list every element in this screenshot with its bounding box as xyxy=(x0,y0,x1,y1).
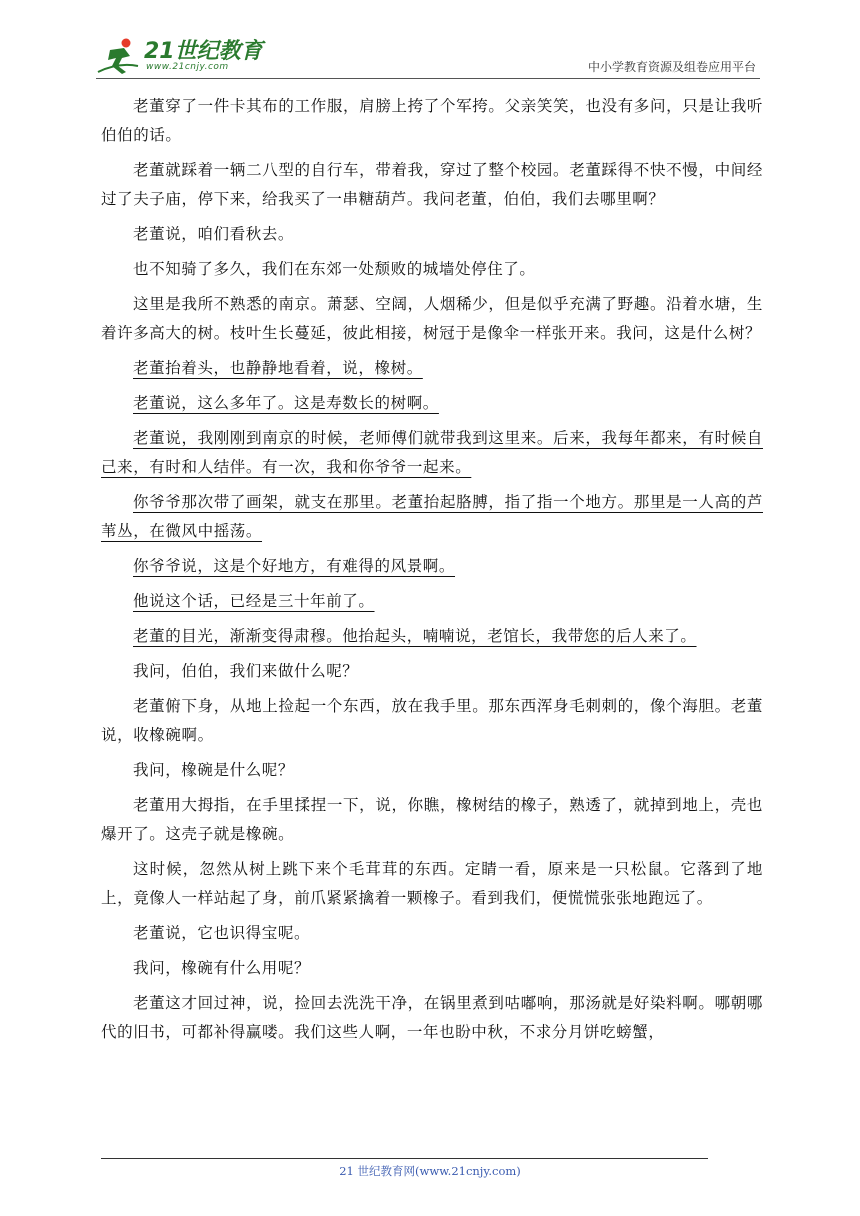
paragraph xyxy=(101,954,763,983)
logo-text: 21世纪教育 xyxy=(144,39,263,64)
paragraph-text: 这里是我所不熟悉的南京。萧瑟、空阔，人烟稀少，但是似乎充满了野趣。沿着水塘，生着许多高大的树。枝叶生长蔓延，彼此相接，树冠于是像伞一样张开来。我问，这是什么树？ xyxy=(101,295,763,342)
runner-logo-icon xyxy=(96,36,140,76)
paragraph-text: 他说这个话，已经是三十年前了。 xyxy=(133,592,375,610)
paragraph-text: 老董的目光，渐渐变得肃穆。他抬起头，喃喃说，老馆长，我带您的后人来了。 xyxy=(133,627,697,645)
paragraph-text: 老董说，咱们看秋去。 xyxy=(133,225,295,243)
paragraph xyxy=(101,290,763,348)
paragraph-text: 我问，橡碗有什么用呢？ xyxy=(133,959,311,977)
paragraph-text: 老董就踩着一辆二八型的自行车，带着我，穿过了整个校园。老董踩得不快不慢，中间经过了夫子庙，停下来，给我买了一串糖葫芦。我问老董，伯伯，我们去哪里啊？ xyxy=(101,161,763,208)
paragraph xyxy=(101,587,763,616)
paragraph-text: 老董说，这么多年了。这是寿数长的树啊。 xyxy=(133,394,439,412)
paragraph xyxy=(101,989,763,1047)
paragraph xyxy=(101,855,763,913)
paragraph xyxy=(101,657,763,686)
paragraph xyxy=(101,919,763,948)
page-header xyxy=(96,34,760,80)
logo-url: www.21cnjy.com xyxy=(146,62,229,72)
paragraph-text: 老董穿了一件卡其布的工作服，肩膀上挎了个军挎。父亲笑笑，也没有多问，只是让我听伯伯的话。 xyxy=(101,97,763,144)
paragraph-text: 老董说，它也识得宝呢。 xyxy=(133,924,311,942)
paragraph xyxy=(101,92,763,150)
paragraph-text: 你爷爷说，这是个好地方，有难得的风景啊。 xyxy=(133,557,456,575)
paragraph xyxy=(101,791,763,849)
paragraph xyxy=(101,622,763,651)
paragraph-text: 你爷爷那次带了画架，就支在那里。老董抬起胳膊，指了指一个地方。那里是一人高的芦苇丛，在微风中摇荡。 xyxy=(101,493,763,540)
footer-divider xyxy=(101,1158,708,1159)
paragraph xyxy=(101,389,763,418)
paragraph-text: 老董这才回过神，说，捡回去洗洗干净，在锅里煮到咕嘟响，那汤就是好染料啊。哪朝哪代的旧书，可都补得赢喽。我们这些人啊，一年也盼中秋，不求分月饼吃螃蟹， xyxy=(101,994,763,1041)
paragraph-text: 老董用大拇指，在手里揉捏一下，说，你瞧，橡树结的橡子，熟透了，就掉到地上，壳也爆开了。这壳子就是橡碗。 xyxy=(101,796,763,843)
paragraph xyxy=(101,424,763,482)
paragraph-text: 老董俯下身，从地上捡起一个东西，放在我手里。那东西浑身毛刺刺的，像个海胆。老董说，收橡碗啊。 xyxy=(101,697,763,744)
header-divider xyxy=(96,78,760,79)
paragraph-text: 老董说，我刚刚到南京的时候，老师傅们就带我到这里来。后来，我每年都来，有时候自己来，有时和人结伴。有一次，我和你爷爷一起来。 xyxy=(101,429,763,476)
paragraph-text: 老董抬着头，也静静地看着，说，橡树。 xyxy=(133,359,423,377)
paragraph xyxy=(101,354,763,383)
paragraph-text: 我问，伯伯，我们来做什么呢？ xyxy=(133,662,359,680)
paragraph xyxy=(101,255,763,284)
paragraph xyxy=(101,488,763,546)
article-body xyxy=(101,92,763,1053)
paragraph-text: 这时候，忽然从树上跳下来个毛茸茸的东西。定睛一看，原来是一只松鼠。它落到了地上，竟像人一样站起了身，前爪紧紧擒着一颗橡子。看到我们，便慌慌张张地跑远了。 xyxy=(101,860,763,907)
paragraph-text: 也不知骑了多久，我们在东郊一处颓败的城墙处停住了。 xyxy=(133,260,536,278)
logo xyxy=(96,34,266,78)
paragraph xyxy=(101,692,763,750)
paragraph xyxy=(101,220,763,249)
header-tagline: 中小学教育资源及组卷应用平台 xyxy=(587,60,756,74)
paragraph xyxy=(101,552,763,581)
footer-link[interactable]: 21 世纪教育网(www.21cnjy.com) xyxy=(339,1164,521,1178)
paragraph xyxy=(101,756,763,785)
paragraph xyxy=(101,156,763,214)
paragraph-text: 我问，橡碗是什么呢？ xyxy=(133,761,295,779)
